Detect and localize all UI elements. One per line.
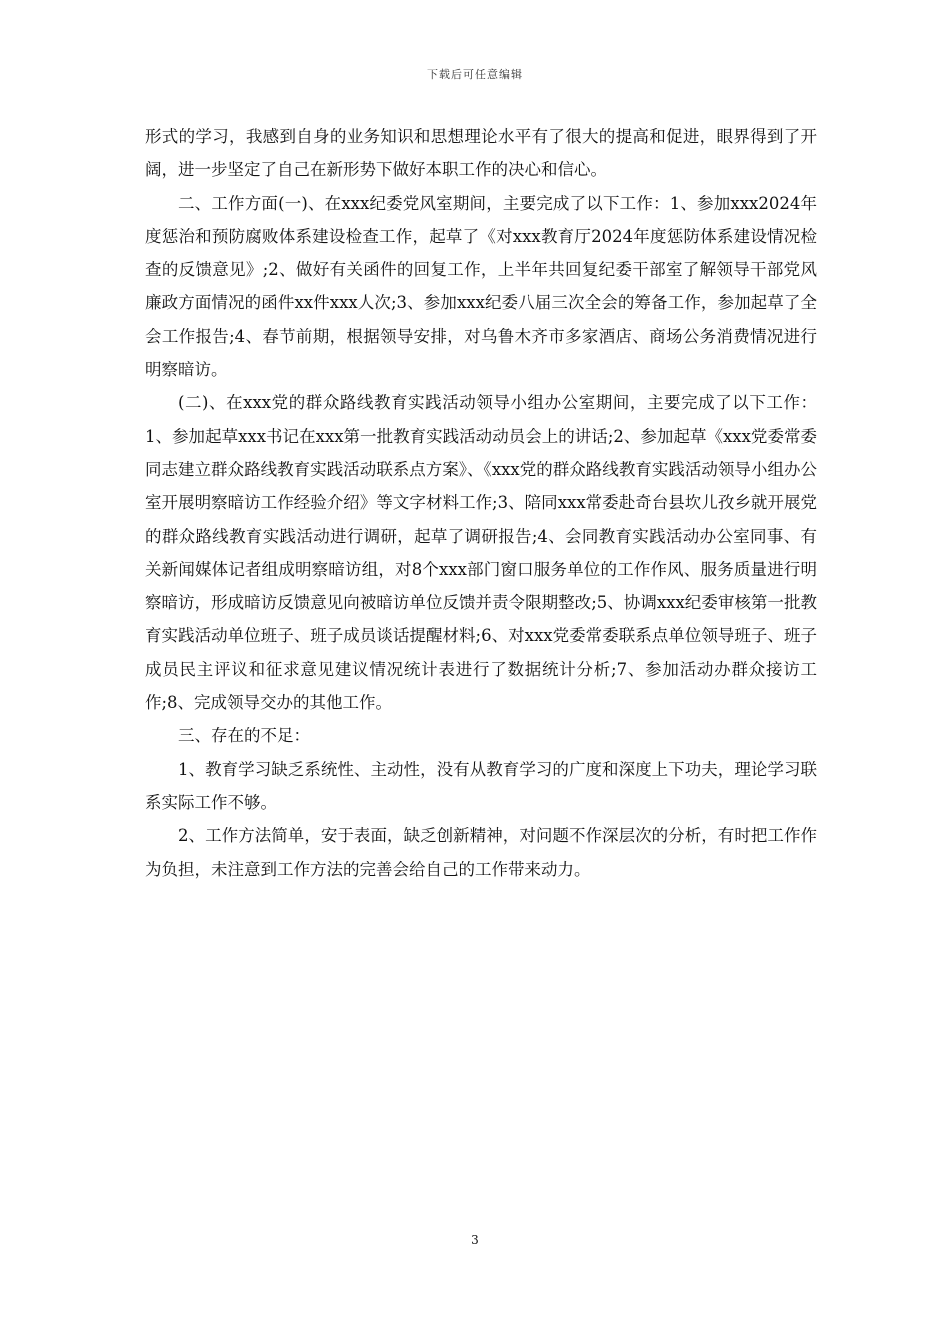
document-body [145,120,817,886]
paragraph-shortcoming-2: 2、工作方法简单，安于表面，缺乏创新精神，对问题不作深层次的分析，有时把工作作为负担，未注意到工作方法的完善会给自己的工作带来动力。 [145,826,817,879]
paragraph-continuation: 形式的学习，我感到自身的业务知识和思想理论水平有了很大的提高和促进，眼界得到了开阔，进一步坚定了自己在新形势下做好本职工作的决心和信心。 [145,127,817,180]
paragraph-work-section-1: 二、工作方面(一)、在xxx纪委党风室期间，主要完成了以下工作：1、参加xxx2024年度惩治和预防腐败体系建设检查工作，起草了《对xxx教育厅2024年度惩防体系建设情况检查的反馈意见》;2、做好有关函件的回复工作，上半年共回复纪委干部室了解领导干部党风廉政方面情况的函件xx件xxx人次;3、参加xxx纪委八届三次全会的筹备工作，参加起草了全会工作报告;4、春节前期，根据领导安排，对乌鲁木齐市多家酒店、商场公务消费情况进行明察暗访。 [145,193,817,380]
section-heading-shortcomings: 三、存在的不足： [178,726,310,746]
paragraph-work-section-2: (二)、在xxx党的群众路线教育实践活动领导小组办公室期间，主要完成了以下工作：1、参加起草xxx书记在xxx第一批教育实践活动动员会上的讲话;2、参加起草《xxx党委常委同志建立群众路线教育实践活动联系点方案》、《xxx党的群众路线教育实践活动领导小组办公室开展明察暗访工作经验介绍》等文字材料工作;3、陪同xxx常委赴奇台县坎儿孜乡就开展党的群众路线教育实践活动进行调研，起草了调研报告;4、会同教育实践活动办公室同事、有关新闻媒体记者组成明察暗访组，对8个xxx部门窗口服务单位的工作作风、服务质量进行明察暗访，形成暗访反馈意见向被暗访单位反馈并责令限期整改;5、协调xxx纪委审核第一批教育实践活动单位班子、班子成员谈话提醒材料;6、对xxx党委常委联系点单位领导班子、班子成员民主评议和征求意见建议情况统计表进行了数据统计分析;7、参加活动办群众接访工作;8、完成领导交办的其他工作。 [145,393,817,713]
paragraph-shortcoming-1: 1、教育学习缺乏系统性、主动性，没有从教育学习的广度和深度上下功夫，理论学习联系实际工作不够。 [145,759,817,812]
page-header: 下载后可任意编辑 [427,68,523,81]
page-number: 3 [471,1233,479,1247]
